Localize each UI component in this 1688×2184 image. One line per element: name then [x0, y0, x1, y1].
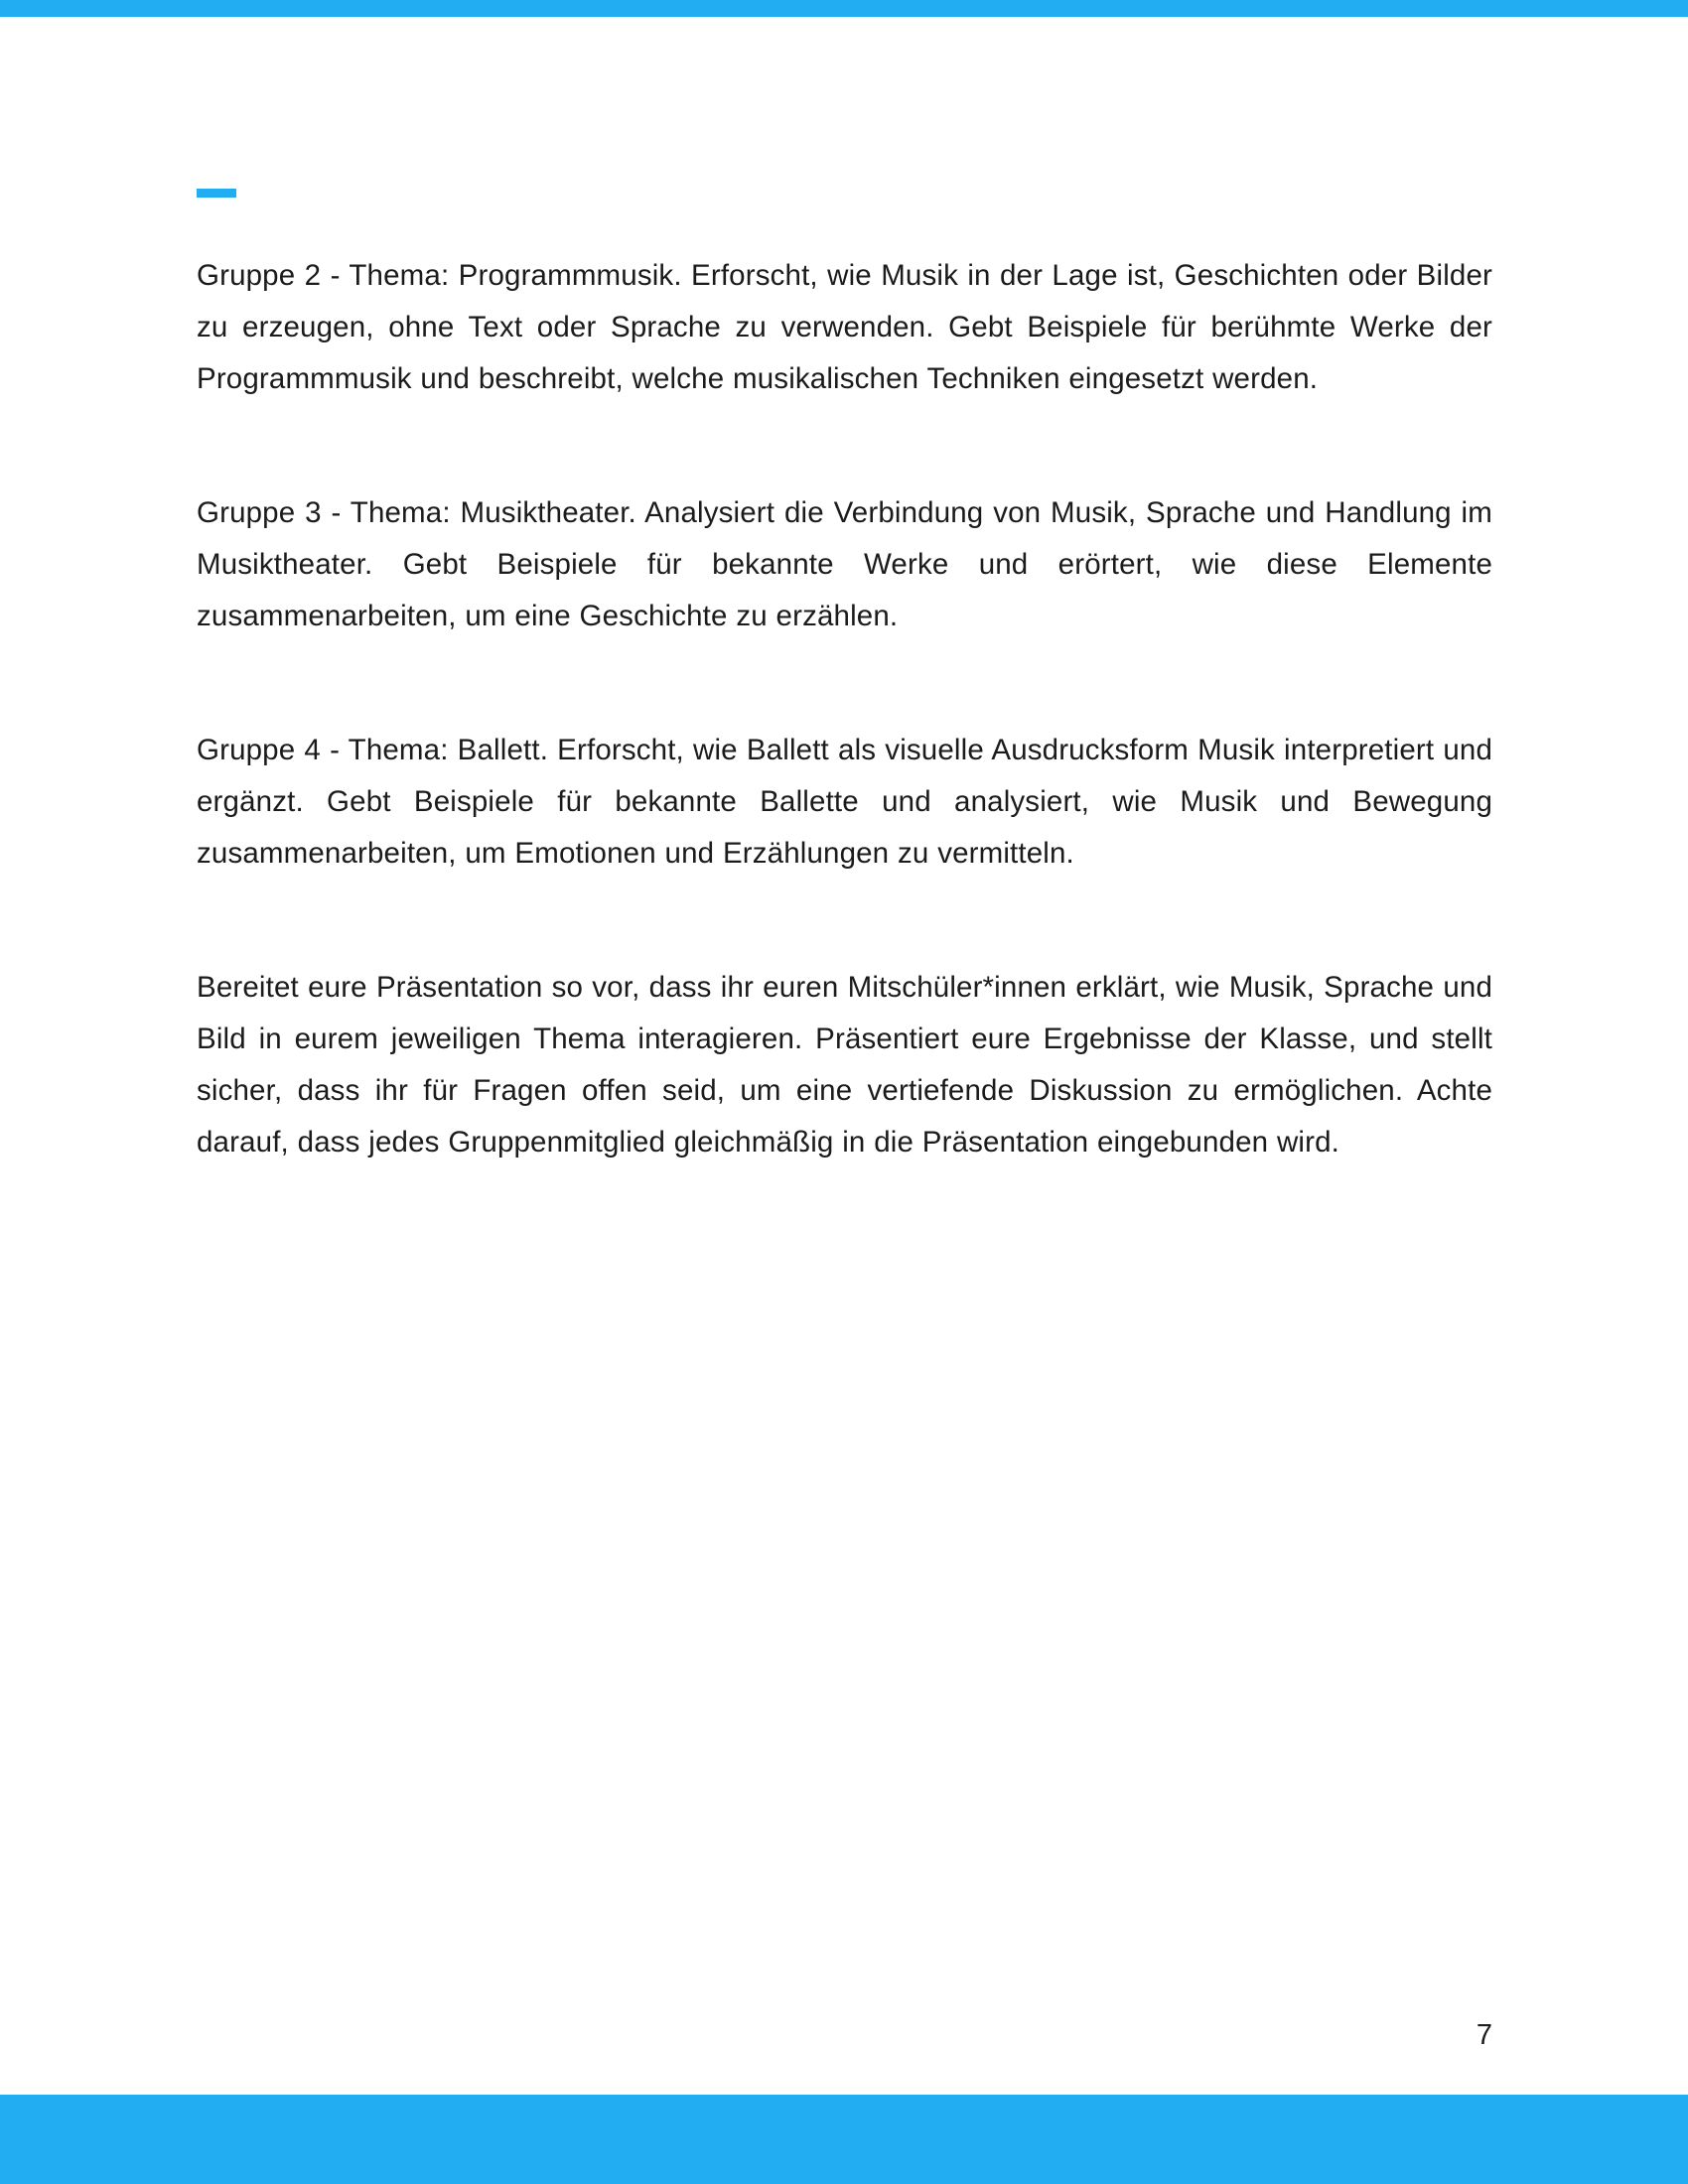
body-text-column: [197, 250, 1492, 1168]
paragraph-praesentation-hinweise: Bereitet eure Präsentation so vor, dass ihr euren Mitschüler*innen erklärt, wie Musik, Sprache und Bild in eurem jeweiligen Thema interagieren. Präsentiert eure Ergebnisse der Klasse, und stellt sicher, dass ihr für Fragen offen seid, um eine vertiefende Diskussion zu ermöglichen. Achte darauf, dass jedes Gruppenmitglied gleichmäßig in die Präsentation eingebunden wird.: [197, 971, 1492, 1159]
paragraph-gruppe-4: Gruppe 4 - Thema: Ballett. Erforscht, wie Ballett als visuelle Ausdrucksform Musik interpretiert und ergänzt. Gebt Beispiele für bekannte Ballette und analysiert, wie Musik und Bewegung zusammenarbeiten, um Emotionen und Erzählungen zu vermitteln.: [197, 734, 1492, 870]
paragraph-gruppe-3: Gruppe 3 - Thema: Musiktheater. Analysiert die Verbindung von Musik, Sprache und Handlung im Musiktheater. Gebt Beispiele für bekannte Werke und erörtert, wie diese Elemente zusammenarbeiten, um eine Geschichte zu erzählen.: [197, 496, 1492, 632]
top-accent-band: [0, 0, 1688, 17]
paragraph-gruppe-2: Gruppe 2 - Thema: Programmmusik. Erforscht, wie Musik in der Lage ist, Geschichten oder Bilder zu erzeugen, ohne Text oder Sprache zu verwenden. Gebt Beispiele für berühmte Werke der Programmmusik und beschreibt, welche musikalischen Techniken eingesetzt werden.: [197, 259, 1492, 395]
bottom-accent-band: [0, 2095, 1688, 2184]
page-number: 7: [1476, 2019, 1492, 2051]
section-accent-rule: [197, 189, 236, 198]
